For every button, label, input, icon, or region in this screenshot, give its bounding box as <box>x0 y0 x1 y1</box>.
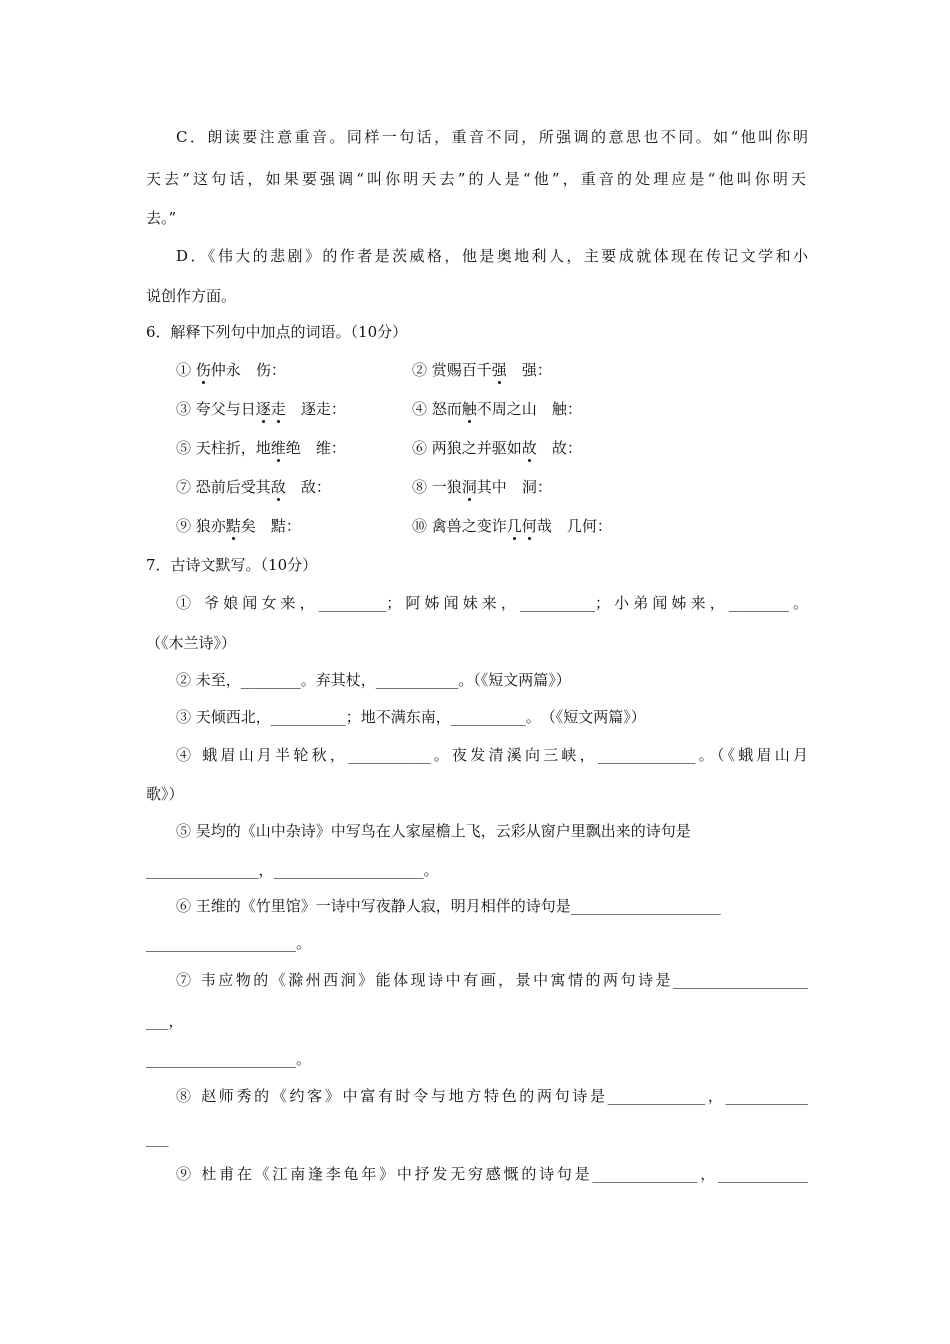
q6-item-9 <box>176 516 301 536</box>
q7-item-4-source: 歌》） <box>146 785 184 803</box>
option-d-line-2: 说创作方面。 <box>146 287 237 305</box>
item-text: ⑩ 禽兽之变诈 <box>412 517 507 535</box>
item-text: ① <box>176 361 196 379</box>
dotted-word: 敌 <box>270 478 286 496</box>
q7-item-8: ⑧ 赵师秀的《约客》中富有时令与地方特色的两句诗是_____________，___________ <box>176 1087 808 1105</box>
option-c-line-2: 天去”这句话，如果要强调“叫你明天去”的人是“他”，重音的处理应是“他叫你明天 <box>146 170 806 188</box>
dotted-word: 何 <box>521 517 537 535</box>
item-text: 哉 几何： <box>536 517 612 535</box>
item-text: 故： <box>551 439 582 457</box>
q7-item-8-blank-cont: ___ <box>146 1129 169 1147</box>
dotted-word: 强 <box>491 361 507 379</box>
q7-item-9: ⑨ 杜甫在《江南逢李龟年》中抒发无穷感慨的诗句是______________，____________ <box>176 1165 808 1183</box>
item-text: 矣 <box>240 517 271 535</box>
dotted-word: 故 <box>521 439 537 457</box>
option-c-line-1: C．朗读要注意重音。同样一句话，重音不同，所强调的意思也不同。如“他叫你明 <box>176 128 808 146</box>
item-text <box>507 361 522 379</box>
dotted-word: 几 <box>506 517 522 535</box>
q7-item-2: ② 未至，________。弃其杖，___________。（《短文两篇》） <box>176 671 571 689</box>
dotted-word: 洞 <box>461 478 477 496</box>
dotted-word: 逐 <box>255 400 271 418</box>
item-text: ⑨ 狼亦 <box>176 517 226 535</box>
item-text: 不周之山 <box>476 400 552 418</box>
option-c-line-3: 去。” <box>146 209 177 227</box>
q7-item-4: ④ 蛾眉山月半轮秋，___________。夜发清溪向三峡，_____________。（《蛾眉山月 <box>176 746 808 764</box>
q7-item-6-blanks: ____________________。 <box>146 934 312 952</box>
dotted-word: 触 <box>461 400 477 418</box>
q6-item-2 <box>412 360 552 380</box>
dotted-word: 走 <box>270 400 286 418</box>
q7-item-1-source: （《木兰诗》） <box>146 634 237 652</box>
q7-item-5: ⑤ 吴均的《山中杂诗》中写鸟在人家屋檐上飞，云彩从窗户里飘出来的诗句是 <box>176 822 691 840</box>
item-text: ⑦ 恐前后受其 <box>176 478 271 496</box>
question-6-title: 6．解释下列句中加点的词语。（10分） <box>146 323 408 341</box>
item-text: 其中 <box>476 478 522 496</box>
q6-item-7 <box>176 477 331 497</box>
question-7-title: 7．古诗文默写。（10分） <box>146 556 318 574</box>
item-text: ④ 怒而 <box>412 400 462 418</box>
item-text: ⑧ 一狼 <box>412 478 462 496</box>
q6-item-8 <box>412 477 552 497</box>
item-text: ③ 夸父与日 <box>176 400 256 418</box>
item-text: ② 赏赐百千 <box>412 361 492 379</box>
item-text: 敌： <box>300 478 331 496</box>
item-text: 维： <box>315 439 346 457</box>
item-text <box>286 478 301 496</box>
option-d-line-1: D．《伟大的悲剧》的作者是茨威格，他是奥地利人，主要成就体现在传记文学和小 <box>176 247 808 265</box>
item-text: 触： <box>551 400 582 418</box>
dotted-word: 维 <box>270 439 286 457</box>
q7-item-7: ⑦ 韦应物的《滁州西涧》能体现诗中有画，景中寓情的两句诗是__________________ <box>176 971 808 989</box>
q6-item-4 <box>412 399 582 419</box>
item-text: 绝 <box>285 439 316 457</box>
item-text: 强： <box>521 361 552 379</box>
q7-item-5-blanks: _______________，____________________。 <box>146 861 439 879</box>
q6-item-5 <box>176 438 346 458</box>
item-text: 仲永 <box>210 361 256 379</box>
item-text: 逐走： <box>285 400 346 418</box>
item-text: ⑥ 两狼之并驱如 <box>412 439 522 457</box>
q7-item-7-blank-cont: ___， <box>146 1012 184 1030</box>
item-text: 伤： <box>255 361 286 379</box>
dotted-word: 黠 <box>225 517 241 535</box>
item-text: ⑤ 天柱折，地 <box>176 439 271 457</box>
q6-item-1 <box>176 360 286 380</box>
q6-item-6 <box>412 438 582 458</box>
q7-item-7-blanks: ____________________。 <box>146 1050 312 1068</box>
item-text: 黠： <box>270 517 301 535</box>
q7-item-1: ① 爷娘闻女来，_________；阿姊闻妹来，__________；小弟闻姊来，________。 <box>176 594 808 612</box>
q6-item-3 <box>176 399 346 419</box>
q6-item-10 <box>412 516 612 536</box>
item-text <box>537 439 552 457</box>
item-text: 洞： <box>521 478 552 496</box>
q7-item-3: ③ 天倾西北，__________；地不满东南，__________。 （《短文两篇》） <box>176 708 646 726</box>
q7-item-6: ⑥ 王维的《竹里馆》一诗中写夜静人寂，明月相伴的诗句是____________________ <box>176 897 721 915</box>
dotted-word: 伤 <box>195 361 211 379</box>
